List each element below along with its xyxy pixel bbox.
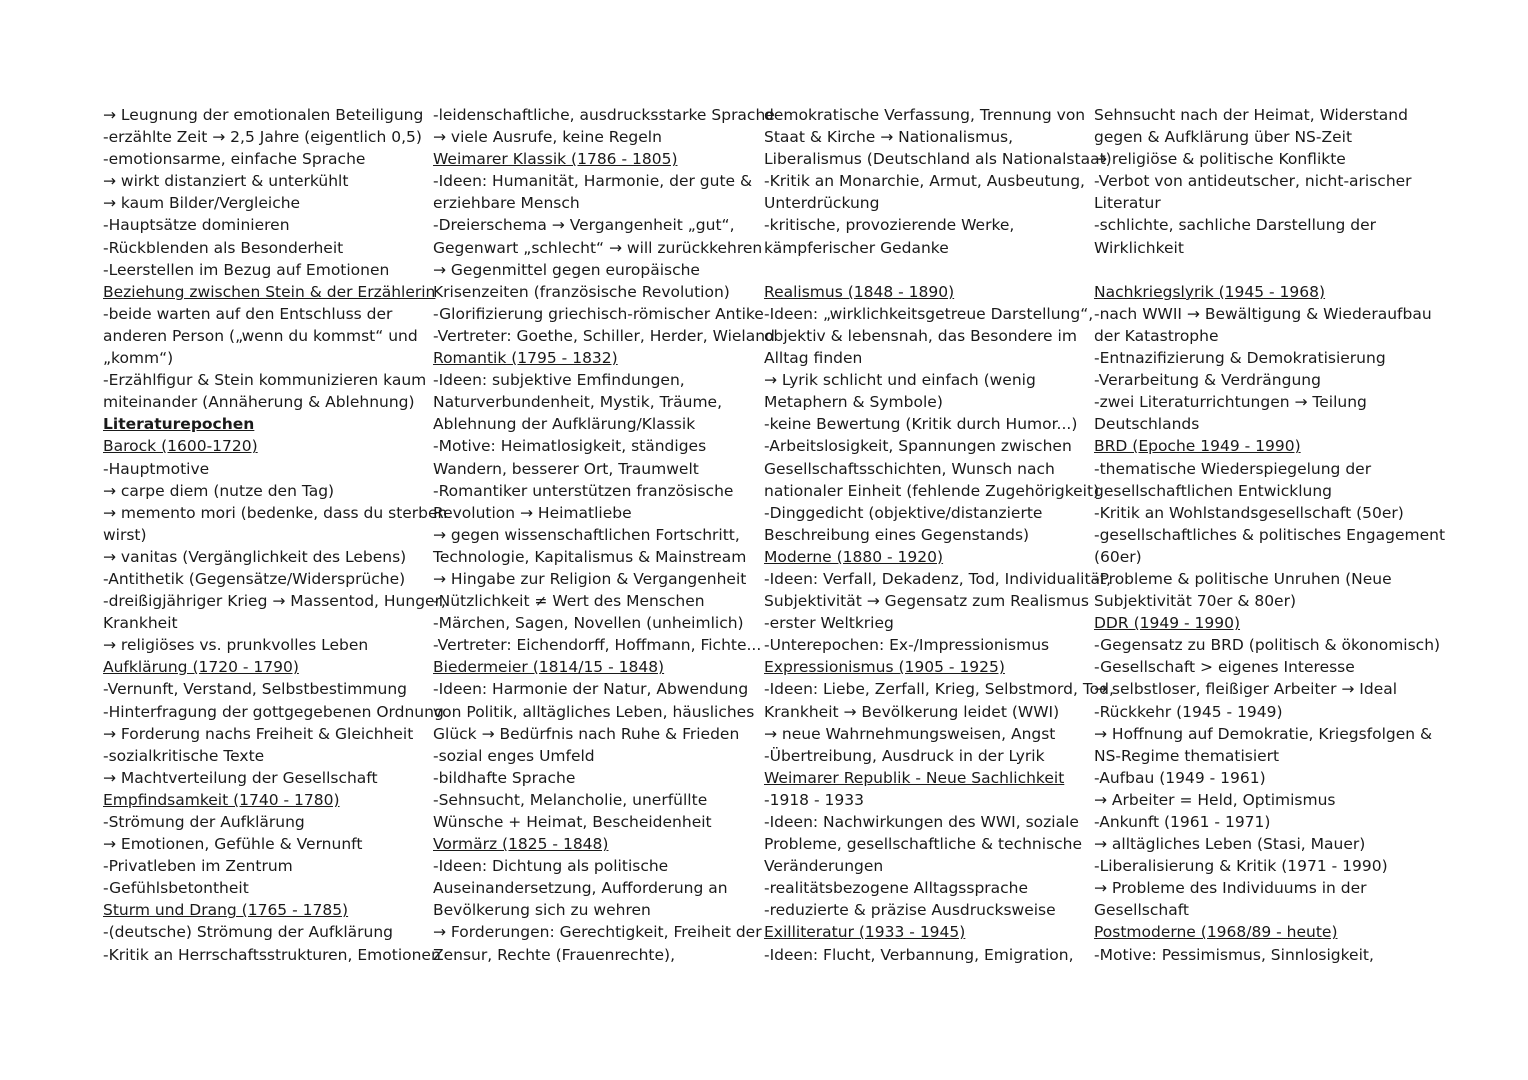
blank-line: [764, 259, 1114, 281]
text-line: Gegenwart „schlecht“ → will zurückkehren: [433, 238, 763, 257]
text-line: → Gegenmittel gegen europäische: [433, 260, 700, 279]
text-line: -Vernunft, Verstand, Selbstbestimmung: [103, 680, 407, 699]
text-line: → Probleme des Individuums in der: [1094, 879, 1367, 898]
text-line: → viele Ausrufe, keine Regeln: [433, 128, 662, 147]
text-line: -leidenschaftliche, ausdrucksstarke Sprache: [433, 106, 775, 124]
text-line: Metaphern & Symbole): [764, 393, 943, 412]
text-line: -Aufbau (1949 - 1961): [1094, 768, 1266, 787]
epoch-heading: Exilliteratur (1933 - 1945): [764, 923, 966, 942]
text-line: -Ideen: Liebe, Zerfall, Krieg, Selbstmord, Tod,: [764, 680, 1114, 699]
text-line: -Entnazifizierung & Demokratisierung: [1094, 349, 1386, 368]
text-line: -Sehnsucht, Melancholie, unerfüllte: [433, 790, 708, 809]
text-line: Sehnsucht nach der Heimat, Widerstand: [1094, 106, 1408, 124]
text-line: Subjektivität → Gegensatz zum Realismus: [764, 592, 1089, 611]
text-line: Unterdrückung: [764, 194, 880, 213]
text-line: Wandern, besserer Ort, Traumwelt: [433, 459, 699, 478]
text-line: kämpferischer Gedanke: [764, 238, 949, 257]
text-line: → Emotionen, Gefühle & Vernunft: [103, 835, 363, 854]
notes-column-3: [764, 104, 1114, 966]
text-line: -Glorifizierung griechisch-römischer Antike: [433, 304, 764, 323]
text-line: -Ideen: Harmonie der Natur, Abwendung: [433, 680, 749, 699]
text-line: → wirkt distanziert & unterkühlt: [103, 172, 349, 191]
text-line: Liberalismus (Deutschland als Nationalstaat): [764, 150, 1112, 169]
text-line: -1918 - 1933: [764, 790, 864, 809]
epoch-heading: Sturm und Drang (1765 - 1785): [103, 901, 349, 920]
text-line: -dreißigjähriger Krieg → Massentod, Hunger,: [103, 592, 446, 611]
text-line: → memento mori (bedenke, dass du sterben: [103, 503, 448, 522]
text-line: Staat & Kirche → Nationalismus,: [764, 128, 1014, 147]
text-line: -zwei Literaturrichtungen → Teilung: [1094, 393, 1367, 412]
text-line: -Ideen: „wirklichkeitsgetreue Darstellung“,: [764, 304, 1094, 323]
text-line: → kaum Bilder/Vergleiche: [103, 194, 301, 213]
text-line: -Ideen: Flucht, Verbannung, Emigration,: [764, 945, 1074, 964]
text-line: Krankheit: [103, 614, 178, 633]
notes-column-1: [103, 104, 447, 966]
text-line: (60er): [1094, 547, 1142, 566]
text-line: -Kritik an Wohlstandsgesellschaft (50er): [1094, 503, 1404, 522]
epoch-heading: Weimarer Klassik (1786 - 1805): [433, 150, 678, 169]
text-line: -Ankunft (1961 - 1971): [1094, 813, 1271, 831]
text-line: Revolution → Heimatliebe: [433, 503, 632, 522]
text-line: → Arbeiter = Held, Optimismus: [1094, 790, 1336, 809]
epoch-heading: Romantik (1795 - 1832): [433, 349, 618, 368]
text-line: Wünsche + Heimat, Bescheidenheit: [433, 813, 712, 831]
text-line: -Motive: Pessimismus, Sinnlosigkeit,: [1094, 945, 1374, 964]
text-line: Gesellschaftsschichten, Wunsch nach: [764, 459, 1055, 478]
text-line: -Ideen: subjektive Emfindungen,: [433, 371, 685, 390]
text-line: -(deutsche) Strömung der Aufklärung: [103, 923, 393, 942]
text-line: -Übertreibung, Ausdruck in der Lyrik: [764, 746, 1045, 765]
epoch-heading: Beziehung zwischen Stein & der Erzählerin: [103, 282, 436, 301]
text-line: -Märchen, Sagen, Novellen (unheimlich): [433, 614, 744, 633]
text-line: von Politik, alltägliches Leben, häusliches: [433, 702, 755, 721]
text-line: -Ideen: Dichtung als politische: [433, 857, 669, 876]
text-line: -Gesellschaft > eigenes Interesse: [1094, 658, 1355, 677]
text-line: → vanitas (Vergänglichkeit des Lebens): [103, 547, 407, 566]
text-line: → selbstloser, fleißiger Arbeiter → Ideal: [1094, 680, 1398, 699]
text-line: Gesellschaft: [1094, 901, 1189, 920]
text-line: -nach WWII → Bewältigung & Wiederaufbau: [1094, 304, 1432, 323]
notes-column-4: [1094, 104, 1445, 966]
text-line: Veränderungen: [764, 857, 884, 876]
text-line: nationaler Einheit (fehlende Zugehörigkeit): [764, 481, 1100, 500]
text-line: -Arbeitslosigkeit, Spannungen zwischen: [764, 437, 1072, 456]
text-line: Ablehnung der Aufklärung/Klassik: [433, 415, 696, 434]
text-line: → alltägliches Leben (Stasi, Mauer): [1094, 835, 1366, 854]
text-line: Auseinandersetzung, Aufforderung an: [433, 879, 728, 898]
text-line: -keine Bewertung (Kritik durch Humor...): [764, 415, 1078, 434]
text-line: -thematische Wiederspiegelung der: [1094, 459, 1372, 478]
text-line: -Nützlichkeit ≠ Wert des Menschen: [433, 592, 705, 611]
text-line: gegen & Aufklärung über NS-Zeit: [1094, 128, 1353, 147]
text-line: Bevölkerung sich zu wehren: [433, 901, 651, 920]
epoch-heading: Weimarer Republik - Neue Sachlichkeit: [764, 768, 1065, 787]
text-line: wirst): [103, 525, 147, 544]
text-line: Alltag finden: [764, 349, 863, 368]
text-line: -Verarbeitung & Verdrängung: [1094, 371, 1321, 390]
text-line: -Privatleben im Zentrum: [103, 857, 293, 876]
text-line: -Ideen: Nachwirkungen des WWI, soziale: [764, 813, 1079, 831]
text-line: -Rückkehr (1945 - 1949): [1094, 702, 1283, 721]
epoch-heading: Barock (1600-1720): [103, 437, 258, 456]
text-line: -Ideen: Verfall, Dekadenz, Tod, Individualität,: [764, 569, 1112, 588]
text-line: NS-Regime thematisiert: [1094, 746, 1280, 765]
epoch-heading: Moderne (1880 - 1920): [764, 547, 944, 566]
notes-column-2: [433, 104, 775, 966]
text-line: -Leerstellen im Bezug auf Emotionen: [103, 260, 390, 279]
text-line: → religiöse & politische Konflikte: [1094, 150, 1346, 169]
text-line: -Ideen: Humanität, Harmonie, der gute &: [433, 172, 753, 191]
text-line: -realitätsbezogene Alltagssprache: [764, 879, 1029, 898]
text-line: -emotionsarme, einfache Sprache: [103, 150, 366, 169]
text-line: -Probleme & politische Unruhen (Neue: [1094, 569, 1392, 588]
text-line: Krankheit → Bevölkerung leidet (WWI): [764, 702, 1060, 721]
text-line: → Hoffnung auf Demokratie, Kriegsfolgen &: [1094, 724, 1433, 743]
text-line: anderen Person („wenn du kommst“ und: [103, 326, 418, 345]
epoch-heading: Biedermeier (1814/15 - 1848): [433, 658, 665, 677]
text-line: -bildhafte Sprache: [433, 768, 576, 787]
text-line: -beide warten auf den Entschluss der: [103, 304, 393, 323]
text-line: → Leugnung der emotionalen Beteiligung: [103, 106, 424, 124]
text-line: -Kritik an Herrschaftsstrukturen, Emotionen: [103, 945, 441, 964]
text-line: → Forderung nachs Freiheit & Gleichheit: [103, 724, 414, 743]
epoch-heading: Expressionismus (1905 - 1925): [764, 658, 1005, 677]
text-line: -Liberalisierung & Kritik (1971 - 1990): [1094, 857, 1388, 876]
text-line: -Strömung der Aufklärung: [103, 813, 305, 831]
text-line: -Gegensatz zu BRD (politisch & ökonomisch): [1094, 636, 1441, 655]
text-line: -Hinterfragung der gottgegebenen Ordnung: [103, 702, 444, 721]
text-line: Subjektivität 70er & 80er): [1094, 592, 1297, 611]
text-line: -sozial enges Umfeld: [433, 746, 595, 765]
text-line: -erzählte Zeit → 2,5 Jahre (eigentlich 0,5): [103, 128, 422, 147]
text-line: → neue Wahrnehmungsweisen, Angst: [764, 724, 1056, 743]
text-line: -Kritik an Monarchie, Armut, Ausbeutung,: [764, 172, 1085, 191]
epoch-heading: Empfindsamkeit (1740 - 1780): [103, 790, 340, 809]
epoch-heading: Realismus (1848 - 1890): [764, 282, 955, 301]
text-line: erziehbare Mensch: [433, 194, 580, 213]
text-line: -Romantiker unterstützen französische: [433, 481, 734, 500]
text-line: -Unterepochen: Ex-/Impressionismus: [764, 636, 1050, 655]
text-line: der Katastrophe: [1094, 326, 1219, 345]
text-line: -reduzierte & präzise Ausdrucksweise: [764, 901, 1056, 920]
epoch-heading: Nachkriegslyrik (1945 - 1968): [1094, 282, 1326, 301]
text-line: Literatur: [1094, 194, 1161, 213]
epoch-heading: Vormärz (1825 - 1848): [433, 835, 609, 854]
text-line: Krisenzeiten (französische Revolution): [433, 282, 730, 301]
text-line: objektiv & lebensnah, das Besondere im: [764, 326, 1077, 345]
text-line: -Antithetik (Gegensätze/Widersprüche): [103, 569, 406, 588]
text-line: -Rückblenden als Besonderheit: [103, 238, 344, 257]
epoch-heading: Aufklärung (1720 - 1790): [103, 658, 299, 677]
blank-line: [1094, 259, 1445, 281]
text-line: -schlichte, sachliche Darstellung der: [1094, 216, 1377, 235]
text-line: -Dinggedicht (objektive/distanzierte: [764, 503, 1043, 522]
text-line: demokratische Verfassung, Trennung von: [764, 106, 1086, 124]
text-line: -Verbot von antideutscher, nicht-arischer: [1094, 172, 1412, 191]
epoch-heading: DDR (1949 - 1990): [1094, 614, 1241, 633]
text-line: Wirklichkeit: [1094, 238, 1184, 257]
text-line: -Hauptsätze dominieren: [103, 216, 290, 235]
text-line: gesellschaftlichen Entwicklung: [1094, 481, 1332, 500]
epoch-heading: Postmoderne (1968/89 - heute): [1094, 923, 1338, 942]
text-line: → religiöses vs. prunkvolles Leben: [103, 636, 369, 655]
text-line: -gesellschaftliches & politisches Engagement: [1094, 525, 1446, 544]
text-line: Naturverbundenheit, Mystik, Träume,: [433, 393, 723, 412]
text-line: Probleme, gesellschaftliche & technische: [764, 835, 1083, 854]
text-line: → Lyrik schlicht und einfach (wenig: [764, 371, 1036, 390]
text-line: -erster Weltkrieg: [764, 614, 894, 633]
section-heading: Literaturepochen: [103, 415, 255, 434]
text-line: → Forderungen: Gerechtigkeit, Freiheit der: [433, 923, 762, 942]
text-line: Deutschlands: [1094, 415, 1200, 434]
text-line: Beschreibung eines Gegenstands): [764, 525, 1030, 544]
text-line: „komm“): [103, 349, 174, 368]
text-line: -Dreierschema → Vergangenheit „gut“,: [433, 216, 735, 235]
text-line: -Hauptmotive: [103, 459, 210, 478]
text-line: -Gefühlsbetontheit: [103, 879, 249, 898]
text-line: → carpe diem (nutze den Tag): [103, 481, 335, 500]
text-line: -Vertreter: Eichendorff, Hoffmann, Fichte...: [433, 636, 762, 655]
text-line: miteinander (Annäherung & Ablehnung): [103, 393, 415, 412]
text-line: → gegen wissenschaftlichen Fortschritt,: [433, 525, 740, 544]
text-line: -Motive: Heimatlosigkeit, ständiges: [433, 437, 707, 456]
text-line: Glück → Bedürfnis nach Ruhe & Frieden: [433, 724, 740, 743]
text-line: -kritische, provozierende Werke,: [764, 216, 1015, 235]
text-line: → Hingabe zur Religion & Vergangenheit: [433, 569, 747, 588]
text-line: -Erzählfigur & Stein kommunizieren kaum: [103, 371, 427, 390]
text-line: -Vertreter: Goethe, Schiller, Herder, Wieland: [433, 326, 775, 345]
text-line: → Machtverteilung der Gesellschaft: [103, 768, 378, 787]
epoch-heading: BRD (Epoche 1949 - 1990): [1094, 437, 1301, 456]
text-line: Technologie, Kapitalismus & Mainstream: [433, 547, 747, 566]
text-line: Zensur, Rechte (Frauenrechte),: [433, 945, 675, 964]
text-line: -sozialkritische Texte: [103, 746, 265, 765]
